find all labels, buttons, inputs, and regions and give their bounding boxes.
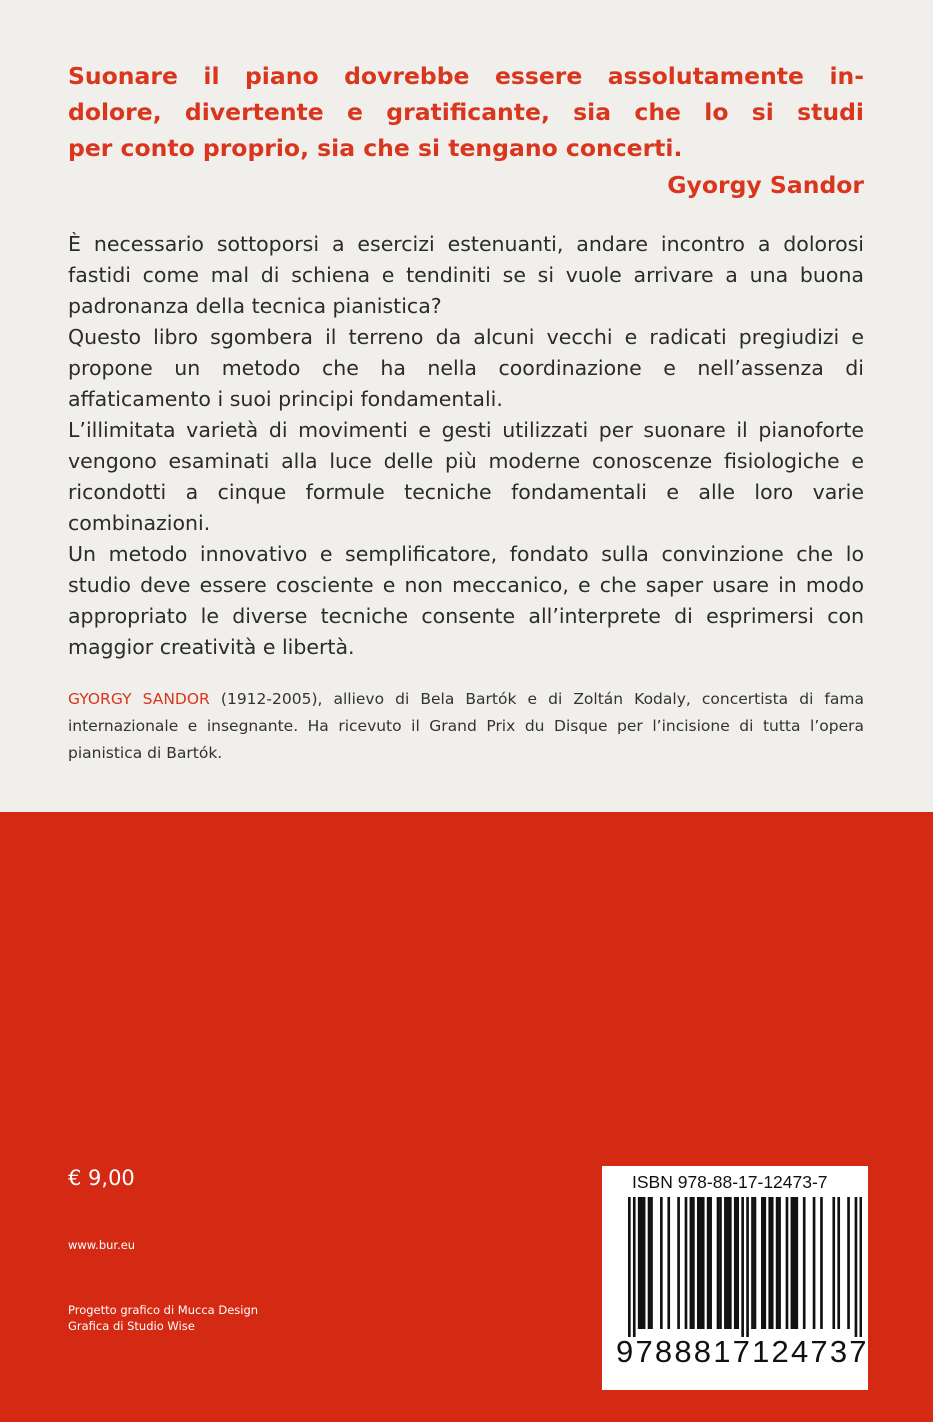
barcode-bar xyxy=(628,1197,631,1337)
barcode-bar xyxy=(734,1197,737,1329)
barcode-bar xyxy=(793,1197,796,1329)
isbn-digits: 9788817124737 xyxy=(616,1334,869,1369)
credit-line: Grafica di Studio Wise xyxy=(68,1319,195,1333)
barcode-bar xyxy=(803,1197,806,1329)
barcode-bar xyxy=(778,1197,781,1329)
design-credits xyxy=(68,1302,258,1334)
barcode-bar xyxy=(795,1197,798,1329)
barcode-bar xyxy=(771,1197,774,1329)
author-name: GYORGY SANDOR xyxy=(68,690,210,708)
author-bio-text: (1912-2005), allievo di Bela Bartók e di Zoltán Kodaly, concertista di fama internazionale e insegnante. Ha ricevuto il Grand Prix du Disque per l’incisione di tutta l’opera pianistica di Bartók. xyxy=(68,690,864,762)
lower-red-panel xyxy=(0,812,933,1422)
barcode-bar xyxy=(754,1197,757,1329)
barcode-bar xyxy=(702,1197,705,1329)
barcode-bar xyxy=(667,1197,670,1329)
author-bio xyxy=(68,686,864,767)
barcode-bar xyxy=(638,1197,641,1329)
barcode-bar xyxy=(719,1197,722,1329)
quote-line: Suonare il piano dovrebbe essere assolutamente in- xyxy=(68,62,864,90)
barcode-bar xyxy=(699,1197,702,1329)
barcode-bar xyxy=(660,1197,663,1329)
barcode-bar xyxy=(813,1197,816,1329)
barcode-bar xyxy=(832,1197,835,1329)
barcode-bar xyxy=(727,1197,730,1329)
barcode-bar xyxy=(685,1197,688,1329)
barcode-bar xyxy=(697,1197,700,1329)
barcode-bar xyxy=(855,1197,858,1337)
quote-author: Gyorgy Sandor xyxy=(667,171,864,199)
blurb-paragraph: È necessario sottoporsi a esercizi estenuanti, andare incontro a dolorosi fastidi come mal di schiena e tendiniti se si vuole arrivare a una buona padronanza della tecnica pianistica? xyxy=(68,232,864,318)
barcode-bar xyxy=(677,1197,680,1329)
credit-line: Progetto grafico di Mucca Design xyxy=(68,1303,259,1317)
barcode-bar xyxy=(761,1197,764,1329)
barcode-bar xyxy=(847,1197,850,1329)
blurb-paragraph: L’illimitata varietà di movimenti e gesti utilizzati per suonare il pianoforte vengono esaminati alla luce delle più moderne conoscenze fisiologiche e ricondotti a cinque formule tecniche fondamentali e alle loro varie combinazioni. xyxy=(68,418,864,535)
barcode-bar xyxy=(751,1197,754,1329)
price: € 9,00 xyxy=(68,1166,135,1190)
barcode-bar xyxy=(736,1197,739,1329)
barcode-bar xyxy=(643,1197,646,1329)
barcode-bar xyxy=(776,1197,779,1329)
barcode-bar xyxy=(820,1197,823,1329)
barcode-bar xyxy=(648,1197,651,1329)
barcode-bar xyxy=(746,1197,749,1337)
publisher-url: www.bur.eu xyxy=(68,1238,136,1252)
barcode-bar xyxy=(729,1197,732,1329)
barcode-bar xyxy=(690,1197,693,1329)
barcode-bar xyxy=(709,1197,712,1329)
barcode-bar xyxy=(717,1197,720,1329)
blurb xyxy=(68,229,864,663)
barcode-bar xyxy=(837,1197,840,1329)
barcode-bar xyxy=(640,1197,643,1329)
quote-line: per conto proprio, sia che si tengano concerti. xyxy=(68,134,683,162)
barcode-bar xyxy=(741,1197,744,1337)
barcode-box xyxy=(602,1166,868,1390)
barcode-bar xyxy=(860,1197,862,1337)
blurb-paragraph: Un metodo innovativo e semplificatore, fondato sulla convinzione che lo studio deve essere cosciente e non meccanico, e che saper usare in modo appropriato le diverse tecniche consente all’interprete di esprimersi con maggior creatività e libertà. xyxy=(68,542,864,659)
barcode-bar xyxy=(768,1197,771,1329)
barcode-bar xyxy=(791,1197,794,1329)
barcode-bars xyxy=(628,1197,862,1337)
barcode-bar xyxy=(692,1197,695,1329)
pull-quote xyxy=(68,58,864,203)
barcode-bar xyxy=(724,1197,727,1329)
barcode-bar xyxy=(650,1197,653,1329)
barcode-bar xyxy=(786,1197,789,1329)
isbn-label: ISBN 978-88-17-12473-7 xyxy=(632,1172,828,1192)
barcode-bar xyxy=(633,1197,636,1337)
blurb-paragraph: Questo libro sgombera il terreno da alcuni vecchi e radicati pregiudizi e propone un metodo che ha nella coordinazione e nell’assenza di affaticamento i suoi principi fondamentali. xyxy=(68,325,864,411)
barcode-bar xyxy=(707,1197,710,1329)
barcode-bar xyxy=(763,1197,766,1329)
quote-line: dolore, divertente e gratificante, sia che lo si studi xyxy=(68,98,864,126)
